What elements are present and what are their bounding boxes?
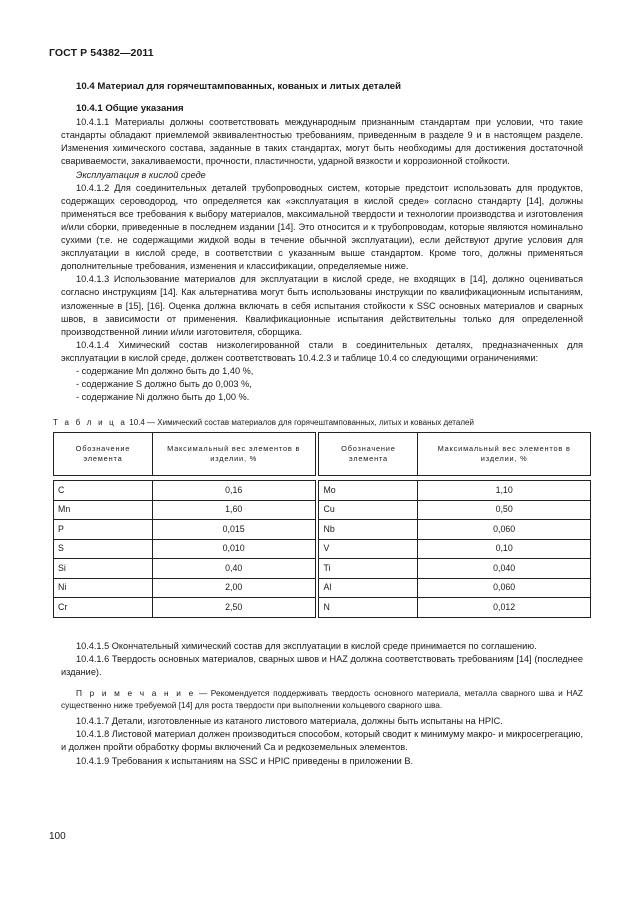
max-content-cell: 0,060 — [418, 520, 591, 540]
max-content-cell: 0,060 — [418, 578, 591, 598]
subsection-title: 10.4.1 Общие указания — [76, 103, 184, 115]
table-row — [54, 578, 591, 598]
max-content-cell: 1,10 — [418, 481, 591, 501]
page-number: 100 — [49, 831, 66, 842]
max-content-cell: 1,60 — [152, 500, 315, 520]
element-symbol-cell: N — [319, 598, 418, 618]
header-element-right: Обозначение элемента — [319, 433, 418, 476]
table-row — [54, 559, 591, 579]
element-symbol-cell: V — [319, 539, 418, 559]
limit-item: - содержание Ni должно быть до 1,00 %. — [76, 392, 250, 403]
table-row — [54, 598, 591, 618]
max-content-cell: 0,16 — [152, 481, 315, 501]
page-content — [53, 80, 584, 768]
paragraphs-after-table — [61, 640, 583, 679]
element-symbol-cell: Al — [319, 578, 418, 598]
paragraph-p-10-4-1-1: 10.4.1.1 Материалы должны соответствовать международным признанным стандартам при условии, что такие стандарты обладают приемлемой эквивалентностью требованиям, приведенным в разделе 9 и в настоящем разделе. Изменения химического состава, заданные в таких стандартах, могут быть необходимы для достижения достаточной свариваемости, закаливаемости, прочности, пластичности, ударной вязкости и коррозионной стойкости. — [61, 117, 583, 167]
element-symbol-cell: S — [54, 539, 153, 559]
max-content-cell: 2,50 — [152, 598, 315, 618]
header-element-left: Обозначение элемента — [54, 433, 153, 476]
max-content-cell: 0,10 — [418, 539, 591, 559]
element-symbol-cell: Si — [54, 559, 153, 579]
limits-list — [61, 365, 583, 404]
paragraph-p-10-4-1-2: 10.4.1.2 Для соединительных деталей трубопроводных систем, которые предстоит использовать для продуктов, содержащих сероводород, что определяется как «эксплуатация в кислой среде» согласно стандарту [14], должны применяться все требования к выбору материалов, максимальной твердости и технологии производства и изготовления и/или сборки, приведенные в последнем издании [14]. Это относится и к трубопроводам, которые являются номинально сухими (т.е. не содержащими жидкой воды в течение обычной эксплуатации), если действуют другие условия для эксплуатации в кислой среде, в соответствии с указанным выше стандартом. Кроме того, должны применяться дополнительные требования, изменения и классификации, определяемые ниже. — [61, 182, 583, 272]
paragraph-p-10-4-1-7: 10.4.1.7 Детали, изготовленные из катаного листового материала, должны быть испытаны на HPIC. — [76, 716, 503, 727]
paragraph-p-10-4-1-9: 10.4.1.9 Требования к испытаниям на SSC и HPIC приведены в приложении В. — [76, 755, 414, 766]
paragraph-p-sour-service: Эксплуатация в кислой среде — [76, 169, 206, 180]
max-content-cell: 0,012 — [418, 598, 591, 618]
max-content-cell: 0,40 — [152, 559, 315, 579]
paragraph-p-10-4-1-3: 10.4.1.3 Использование материалов для эксплуатации в кислой среде, не входящих в [14], должно оцениваться согласно инструкциям [14]. Как альтернатива могут быть использованы инструкции по квалификационным испытаниям, изложенные в [15], [16]. Оценка должна включать в себя испытания стойкости к SSC основных материалов и сварных швов, в зависимости от применения. Квалификационные испытания действительны только для определенной производственной линии и/или изготовителя, сборщика. — [61, 274, 583, 337]
table-row — [54, 500, 591, 520]
max-content-cell: 2,00 — [152, 578, 315, 598]
element-symbol-cell: C — [54, 481, 153, 501]
table-row — [54, 520, 591, 540]
paragraph-p-10-4-1-5: 10.4.1.5 Окончательный химический состав для эксплуатации в кислой среде принимается по соглашению. — [76, 640, 537, 651]
table-note — [61, 688, 583, 711]
table-row — [54, 481, 591, 501]
max-content-cell: 0,50 — [418, 500, 591, 520]
element-symbol-cell: Ti — [319, 559, 418, 579]
element-symbol-cell: Cu — [319, 500, 418, 520]
chemical-composition-table — [53, 432, 591, 618]
element-symbol-cell: Nb — [319, 520, 418, 540]
note-text: — Рекомендуется поддерживать твердость основного материала, металла сварного шва и HAZ существенно ниже требуемой [14] для роста твердости при выполнении кольцевого сварного шва. — [61, 688, 584, 710]
element-symbol-cell: Mo — [319, 481, 418, 501]
note-label: П р и м е ч а н и е — [76, 688, 196, 699]
table-caption-prefix: Т а б л и ц а — [53, 418, 128, 428]
table-caption — [53, 417, 583, 428]
max-content-cell: 0,040 — [418, 559, 591, 579]
standard-header: ГОСТ Р 54382—2011 — [49, 47, 154, 59]
table-caption-text: 10.4 — Химический состав материалов для горячештампованных, литых и кованых деталей — [127, 418, 474, 428]
paragraph-p-10-4-1-8: 10.4.1.8 Листовой материал должен производиться способом, который сводит к минимуму макро- и микросегрегацию, и должен пройти обработку формы включений Ca и редкоземельных элементов. — [61, 729, 583, 753]
limit-item: - содержание S должно быть до 0,003 %, — [76, 379, 252, 390]
paragraph-p-10-4-1-6: 10.4.1.6 Твердость основных материалов, сварных швов и HAZ должна соответствовать требованиям [14] (последнее издание). — [61, 653, 583, 677]
max-content-cell: 0,010 — [152, 539, 315, 559]
header-max-left: Максимальный вес элементов в изделии, % — [152, 433, 315, 476]
header-max-right: Максимальный вес элементов в изделии, % — [418, 433, 591, 476]
max-content-cell: 0,015 — [152, 520, 315, 540]
paragraphs-after-note — [61, 715, 583, 767]
element-symbol-cell: Mn — [54, 500, 153, 520]
section-title: 10.4 Материал для горячештампованных, кованых и литых деталей — [76, 81, 402, 92]
table-row — [54, 539, 591, 559]
element-symbol-cell: Cr — [54, 598, 153, 618]
table-body — [54, 476, 591, 618]
paragraphs-before-table — [61, 116, 583, 365]
element-symbol-cell: Ni — [54, 578, 153, 598]
limit-item: - содержание Mn должно быть до 1,40 %, — [76, 365, 254, 376]
paragraph-p-10-4-1-4: 10.4.1.4 Химический состав низколегированной стали в соединительных деталях, предназначенных для эксплуатации в кислой среде, должен соответствовать 10.4.2.3 и таблице 10.4 со следующими ограничениями: — [61, 339, 583, 363]
element-symbol-cell: P — [54, 520, 153, 540]
